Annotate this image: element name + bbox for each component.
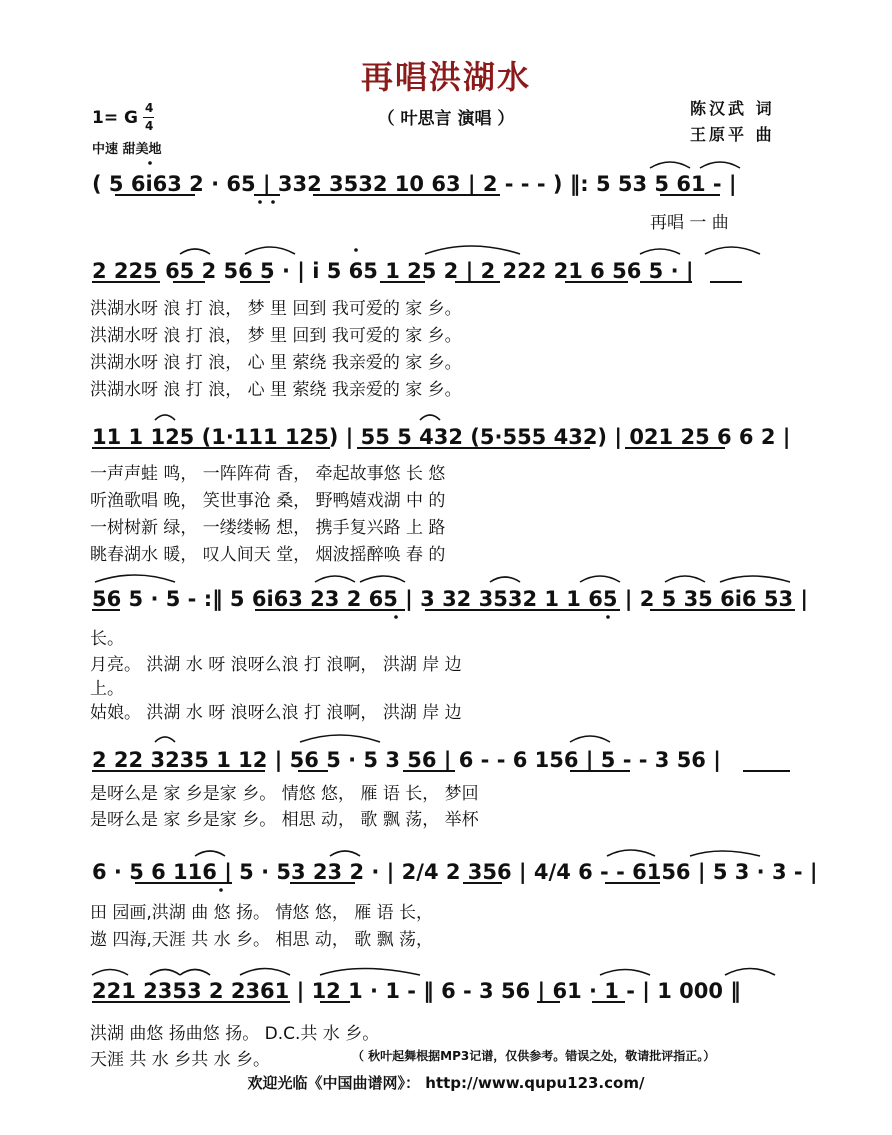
score-system-2-lyric-1: 洪湖水呀 浪 打 浪， 梦 里 回到 我可爱的 家 乡。 bbox=[90, 299, 462, 319]
score-system-3-lyric-2: 听渔歌唱 晚， 笑世事沧 桑， 野鸭嬉戏湖 中 的 bbox=[90, 491, 446, 511]
slur-mark bbox=[155, 737, 175, 742]
slur-mark bbox=[690, 851, 760, 856]
score-system-2-lyric-4: 洪湖水呀 浪 打 浪， 心 里 萦绕 我亲爱的 家 乡。 bbox=[90, 380, 462, 400]
octave-dot bbox=[394, 615, 398, 619]
score-system-2-lyric-2: 洪湖水呀 浪 打 浪， 梦 里 回到 我可爱的 家 乡。 bbox=[90, 326, 462, 346]
slur-mark bbox=[720, 576, 790, 582]
slur-mark bbox=[580, 576, 620, 582]
time-signature-denominator: 4 bbox=[145, 119, 154, 133]
score-system-6-lyric-1: 田 园画,洪湖 曲 悠 扬。 情悠 悠， 雁 语 长， bbox=[90, 903, 434, 923]
octave-dot bbox=[219, 888, 223, 892]
slur-mark bbox=[180, 970, 210, 976]
score-system-5-lyric-1: 是呀么是 家 乡是家 乡。 情悠 悠， 雁 语 长， 梦回 bbox=[90, 784, 479, 804]
tempo-marking: 中速 甜美地 bbox=[92, 142, 162, 157]
slur-mark bbox=[425, 246, 520, 254]
score-system-4-lyric-3: 上。 bbox=[90, 679, 124, 699]
score-system-3-lyric-1: 一声声蛙 鸣， 一阵阵荷 香， 牵起故事悠 长 悠 bbox=[90, 464, 446, 484]
score-system-5-music: 2 22 3235 1 12 | 56 5 · 5 3 56 | 6 - - 6 156 | 5 - - 3 56 | bbox=[92, 748, 721, 772]
slur-mark bbox=[320, 969, 420, 976]
score-system-1-music: ( 5 6i63 2 · 65 | 332 3532 10 63 | 2 - - - ) ‖: 5 53 5 61 - | bbox=[92, 172, 737, 196]
lyricist-credit: 陈汉武 词 bbox=[690, 99, 775, 118]
score-system-4-music: 56 5 · 5 - :‖ 5 6i63 23 2 65 | 3 32 3532 1 1 65 | 2 5 35 6i6 53 | bbox=[92, 587, 809, 611]
slur-mark bbox=[240, 969, 290, 976]
time-signature-numerator: 4 bbox=[145, 101, 154, 115]
site-footer: 欢迎光临《中国曲谱网》： http://www.qupu123.com/ bbox=[247, 1074, 645, 1092]
score-system-7-lyric-2: 天涯 共 水 乡共 水 乡。 bbox=[90, 1050, 271, 1070]
score-system-3-music: 11 1 125 (1·111 125) | 55 5 432 (5·555 432) | 021 25 6 6 2 | bbox=[92, 425, 791, 449]
slur-mark bbox=[705, 247, 760, 254]
slur-mark bbox=[360, 576, 405, 582]
composer-credit: 王原平 曲 bbox=[690, 125, 775, 144]
slur-mark bbox=[600, 970, 650, 976]
slur-mark bbox=[420, 415, 440, 420]
score-system-1-lyric-1: 再唱 一 曲 bbox=[650, 213, 729, 233]
score-system-2-lyric-3: 洪湖水呀 浪 打 浪， 心 里 萦绕 我亲爱的 家 乡。 bbox=[90, 353, 462, 373]
key-signature: 1= G bbox=[92, 108, 138, 128]
slur-mark bbox=[700, 162, 740, 168]
slur-mark bbox=[650, 162, 690, 168]
slur-mark bbox=[490, 577, 520, 582]
score-system-6-music: 6 · 5 6 116 | 5 · 53 23 2 · | 2/4 2 356 | 4/4 6 - - 6156 | 5 3 · 3 - | bbox=[92, 860, 818, 884]
slur-mark bbox=[570, 736, 610, 742]
slur-mark bbox=[95, 575, 175, 582]
score-system-4-lyric-2: 月亮。 洪湖 水 呀 浪呀么浪 打 浪啊， 洪湖 岸 边 bbox=[90, 655, 462, 675]
slur-mark bbox=[155, 415, 175, 420]
slur-mark bbox=[665, 576, 705, 582]
score-system-7-music: 221 2353 2 2361 | 12 1 · 1 - ‖ 6 - 3 56 | 61 · 1 - | 1 000 ‖ bbox=[92, 979, 741, 1003]
slur-mark bbox=[330, 851, 360, 856]
score-system-6-lyric-2: 遨 四海,天涯 共 水 乡。 相思 动， 歌 飘 荡， bbox=[90, 930, 434, 950]
octave-dot bbox=[271, 200, 275, 204]
octave-dot bbox=[606, 615, 610, 619]
slur-mark bbox=[92, 970, 128, 976]
slur-mark bbox=[315, 576, 355, 582]
slur-mark bbox=[245, 247, 295, 254]
octave-dot bbox=[148, 161, 152, 165]
score-system-4-lyric-1: 长。 bbox=[90, 629, 124, 649]
score-system-5-lyric-2: 是呀么是 家 乡是家 乡。 相思 动， 歌 飘 荡， 举杯 bbox=[90, 810, 479, 830]
transcription-note: （ 秋叶起舞根据MP3记谱，仅供参考。错误之处，敬请批评指正。） bbox=[352, 1049, 716, 1063]
slur-mark bbox=[195, 851, 225, 856]
slur-mark bbox=[180, 249, 210, 254]
slur-mark bbox=[725, 969, 775, 976]
score-system-3-lyric-4: 眺春湖水 暖， 叹人间天 堂， 烟波摇醉唤 春 的 bbox=[90, 545, 446, 565]
slur-mark bbox=[607, 850, 655, 856]
octave-dot bbox=[258, 200, 262, 204]
slur-mark bbox=[150, 970, 180, 976]
slur-mark bbox=[300, 735, 380, 742]
score-system-2-music: 2 225 65 2 56 5 · | i 5 65 1 25 2 | 2 222 21 6 56 5 · | bbox=[92, 259, 694, 283]
score-system-4-lyric-4: 姑娘。 洪湖 水 呀 浪呀么浪 打 浪啊， 洪湖 岸 边 bbox=[90, 703, 462, 723]
octave-dot bbox=[354, 248, 358, 252]
singer-credit: （ 叶思言 演唱 ） bbox=[377, 109, 515, 129]
score-system-7-lyric-1: 洪湖 曲悠 扬曲悠 扬。 D.C.共 水 乡。 bbox=[90, 1024, 380, 1044]
slur-mark bbox=[640, 249, 680, 254]
score-system-3-lyric-3: 一树树新 绿， 一缕缕畅 想， 携手复兴路 上 路 bbox=[90, 518, 446, 538]
song-title: 再唱洪湖水 bbox=[360, 58, 531, 96]
